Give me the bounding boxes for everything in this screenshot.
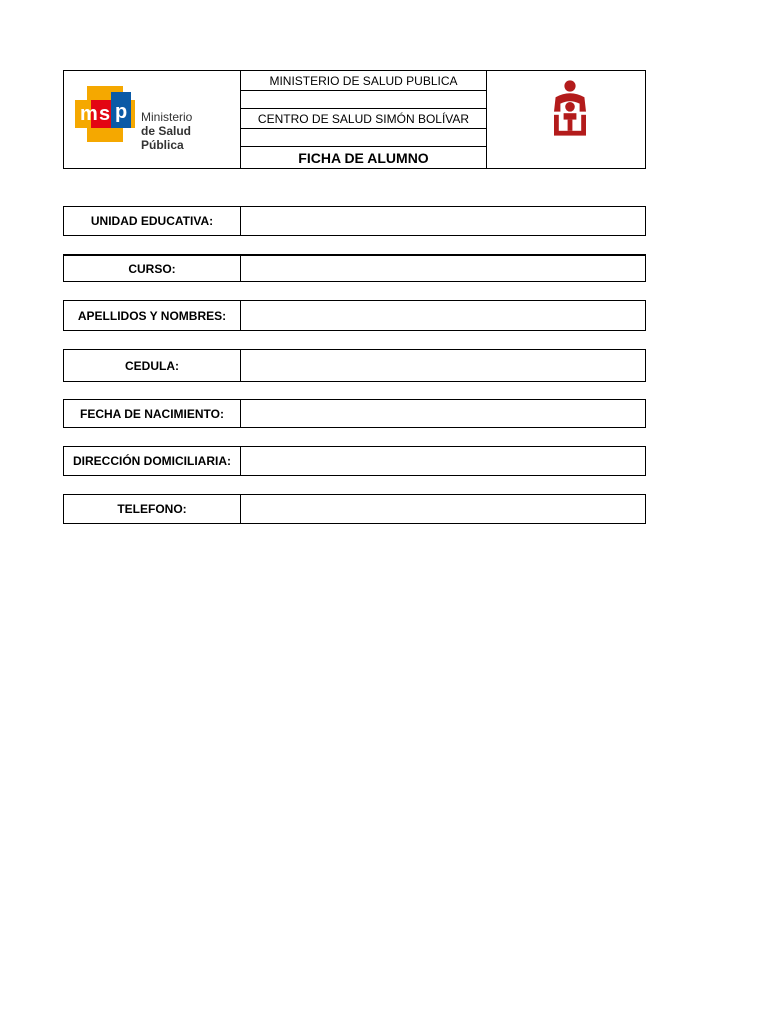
field-label: APELLIDOS Y NOMBRES: [64,301,241,330]
field-label: FECHA DE NACIMIENTO: [64,400,241,427]
field-label: CEDULA: [64,350,241,381]
header-blank-row-2 [241,129,486,147]
field-label: DIRECCIÓN DOMICILIARIA: [64,447,241,475]
svg-text:m: m [80,103,98,125]
field-label: CURSO: [64,256,241,281]
msp-logo-icon [75,86,135,142]
cedula-input[interactable] [241,350,645,381]
telefono-input[interactable] [241,495,645,523]
field-direccion-domiciliaria [63,446,646,476]
curso-input[interactable] [241,256,645,281]
direccion-domiciliaria-input[interactable] [241,447,645,475]
field-fecha-nacimiento [63,399,646,428]
field-cedula [63,349,646,382]
field-curso [63,254,646,282]
apellidos-nombres-input[interactable] [241,301,645,330]
logo-cell [64,71,241,168]
logo-text-line1: Ministerio [141,110,193,124]
msp-logo [75,86,235,152]
field-unidad-educativa [63,206,646,236]
fecha-nacimiento-input[interactable] [241,400,645,427]
header-blank-row [241,91,486,109]
field-label: TELEFONO: [64,495,241,523]
field-apellidos-nombres [63,300,646,331]
field-label: UNIDAD EDUCATIVA: [64,207,241,235]
unidad-educativa-input[interactable] [241,207,645,235]
form-title: FICHA DE ALUMNO [298,149,429,166]
header-center [241,71,487,168]
logo-text-line2: de Salud Pública [141,124,192,152]
family-emblem-icon [546,75,594,145]
ministry-name: MINISTERIO DE SALUD PUBLICA [241,71,486,91]
health-center-name: CENTRO DE SALUD SIMÓN BOLÍVAR [241,109,486,129]
form-header [63,70,646,169]
field-telefono [63,494,646,524]
svg-text:p: p [115,101,128,123]
emblem-cell [487,71,645,168]
svg-text:s: s [99,103,111,125]
